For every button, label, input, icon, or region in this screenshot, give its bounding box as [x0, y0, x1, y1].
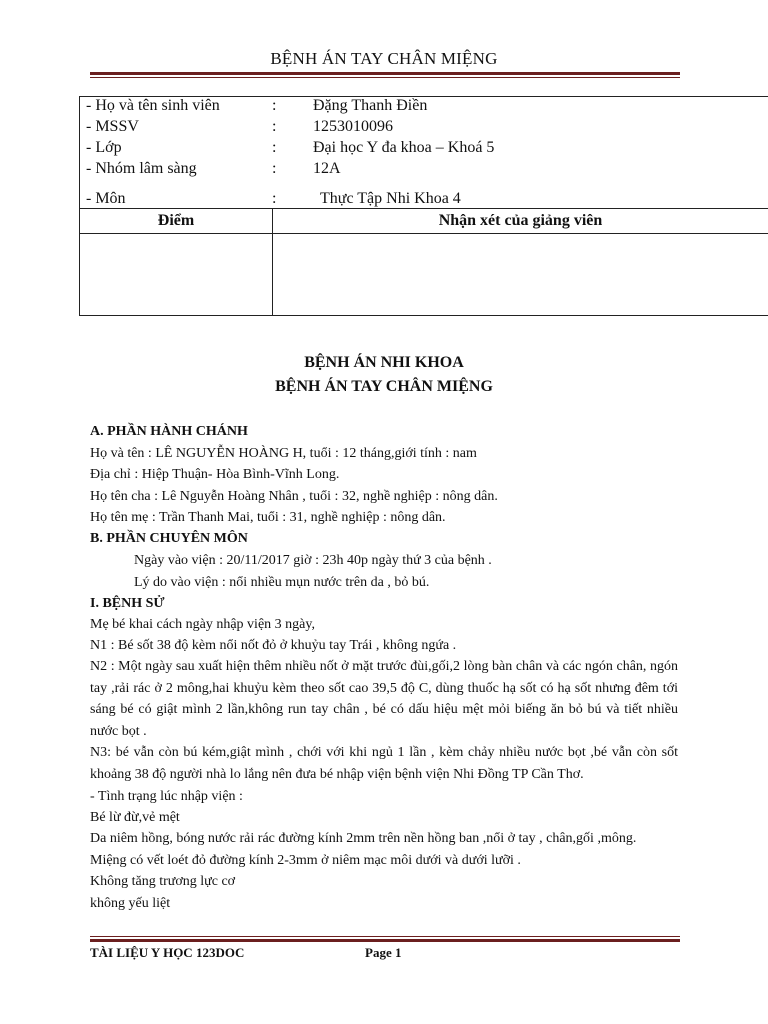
mother-line: Họ tên mẹ : Trần Thanh Mai, tuổi : 31, nghề nghiệp : nông dân. — [90, 510, 446, 525]
comment-cell — [273, 234, 768, 316]
status-line: Bé lừ đừ,vẻ mệt — [90, 810, 180, 825]
header-rule-thin — [90, 77, 680, 78]
history-intro: Mẹ bé khai cách ngày nhập viện 3 ngày, — [90, 617, 315, 632]
info-colon: : — [272, 118, 277, 135]
doc-title-sub: BỆNH ÁN TAY CHÂN MIỆNG — [275, 378, 493, 395]
info-colon: : — [272, 190, 277, 207]
admission-date-line: Ngày vào viện : 20/11/2017 giờ : 23h 40p ngày thứ 3 của bệnh . — [134, 553, 492, 568]
info-value: 1253010096 — [313, 118, 393, 135]
history-n2: N2 : Một ngày sau xuất hiện thêm nhiều nốt ở mặt trước đùi,gối,2 lòng bàn chân và các ngón chân, ngón tay ,rải rác ở 2 mông,hai khuỷu kèm theo sốt cao 39,5 độ C, dùng thuốc hạ sốt có hạ sốt nhưng đêm tới sáng bé có giật mình 2 lần,không run tay chân , bé có dấu hiệu mệt mỏi biếng ăn bỏ bú và tiết nhiều nước bọt . — [90, 659, 678, 739]
info-label: - Lớp — [86, 139, 122, 156]
grade-table — [79, 208, 768, 316]
grade-cell — [80, 234, 273, 316]
info-value: 12A — [313, 160, 341, 177]
comment-header: Nhận xét của giảng viên — [273, 209, 768, 234]
footer-rule-thick — [90, 939, 680, 942]
info-value: Thực Tập Nhi Khoa 4 — [320, 190, 461, 207]
status-line: không yếu liệt — [90, 896, 171, 911]
footer-rule-thin — [90, 936, 680, 937]
section-a-heading: A. PHẦN HÀNH CHÁNH — [90, 424, 248, 439]
info-label: - Họ và tên sinh viên — [86, 97, 220, 114]
doc-title-main: BỆNH ÁN NHI KHOA — [304, 354, 464, 371]
section-i-heading: I. BỆNH SỬ — [90, 596, 165, 611]
student-info-box — [79, 96, 768, 208]
page-header-title: BỆNH ÁN TAY CHÂN MIỆNG — [270, 49, 498, 68]
grade-table-header-row — [80, 209, 768, 234]
info-label: - Nhóm lâm sàng — [86, 160, 197, 177]
info-colon: : — [272, 97, 277, 114]
info-colon: : — [272, 160, 277, 177]
info-label: - Môn — [86, 190, 126, 207]
grade-header: Điểm — [80, 209, 273, 234]
section-b-heading: B. PHẦN CHUYÊN MÔN — [90, 531, 248, 546]
info-label: - MSSV — [86, 118, 139, 135]
address-line: Địa chỉ : Hiệp Thuận- Hòa Bình-Vĩnh Long. — [90, 467, 340, 482]
admission-reason-line: Lý do vào viện : nổi nhiều mụn nước trên da , bỏ bú. — [134, 575, 430, 590]
footer-source-label: TÀI LIỆU Y HỌC 123DOC — [90, 945, 245, 960]
father-line: Họ tên cha : Lê Nguyễn Hoàng Nhân , tuổi : 32, nghề nghiệp : nông dân. — [90, 489, 498, 504]
status-line: Da niêm hồng, bóng nước rải rác đường kính 2mm trên nền hồng ban ,nổi ở tay , chân,gối ,mông. — [90, 831, 637, 846]
info-value: Đặng Thanh Điền — [313, 97, 428, 114]
info-value: Đại học Y đa khoa – Khoá 5 — [313, 139, 495, 156]
history-n3: N3: bé vẫn còn bú kém,giật mình , chới với khi ngủ 1 lần , kèm chảy nhiều nước bọt ,bé vẫn còn sốt khoảng 38 độ người nhà lo lắng nên đưa bé nhập viện bệnh viện Nhi Đồng TP Cần Thơ. — [90, 745, 678, 782]
status-line: Miệng có vết loét đỏ đường kính 2-3mm ở niêm mạc môi dưới và dưới lưỡi . — [90, 853, 521, 868]
status-line: Không tăng trương lực cơ — [90, 874, 236, 889]
admission-status-heading: - Tình trạng lúc nhập viện : — [90, 789, 243, 804]
patient-name-line: Họ và tên : LÊ NGUYỄN HOÀNG H, tuổi : 12 tháng,giới tính : nam — [90, 446, 477, 461]
grade-table-body-row — [80, 234, 768, 316]
history-n1: N1 : Bé sốt 38 độ kèm nổi nốt đỏ ở khuỷu tay Trái , không ngứa . — [90, 638, 457, 653]
footer-page-number: Page 1 — [365, 945, 402, 960]
info-colon: : — [272, 139, 277, 156]
header-rule-thick — [90, 72, 680, 75]
